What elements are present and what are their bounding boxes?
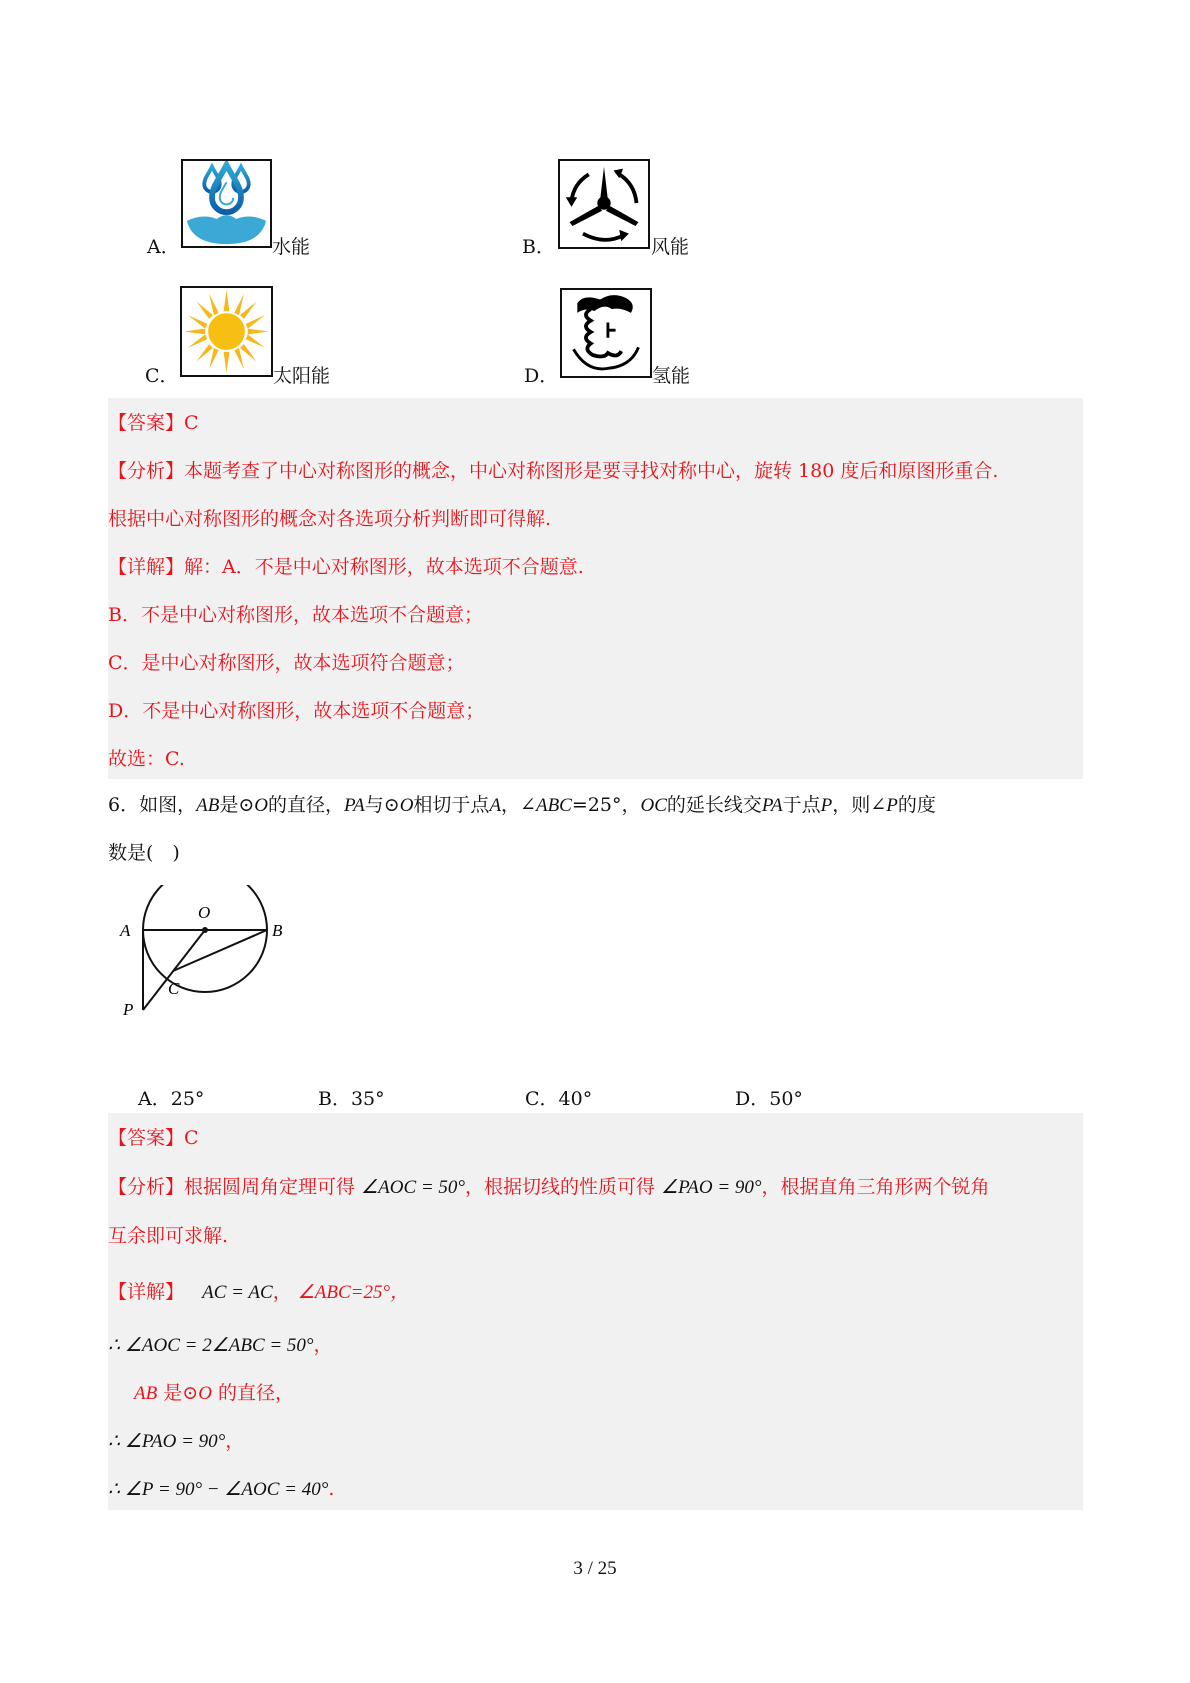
water-drop-icon: [181, 159, 272, 248]
q5-answer-line: [108, 411, 199, 435]
answer-value: C: [184, 1127, 199, 1149]
detail-text: 解：A．不是中心对称图形，故本选项不合题意.: [184, 556, 584, 578]
circle-geometry-figure: [110, 885, 290, 1045]
q6-option-b: B．35°: [318, 1088, 385, 1110]
q6-analysis-line-2: 互余即可求解.: [108, 1225, 229, 1247]
answer-value: C: [184, 412, 199, 434]
option-caption: 氢能: [652, 365, 691, 387]
option-caption: 太阳能: [273, 365, 331, 387]
answer-tag: 【答案】: [108, 1127, 185, 1149]
label-a: A: [120, 921, 131, 940]
q6-analysis-line-1: 【分析】根据圆周角定理可得 ∠AOC = 50°，根据切线的性质可得 ∠PAO = 90°，根据直角三角形两个锐角: [108, 1176, 990, 1198]
question-number: 6．: [108, 794, 140, 816]
option-caption: 风能: [651, 236, 690, 258]
page-number: 3 / 25: [573, 1558, 617, 1579]
q6-solution-box: [108, 1113, 1083, 1510]
q6-question-line-2: 数是( ): [108, 842, 180, 864]
q5-detail-line-4: D．不是中心对称图形，故本选项不合题意；: [108, 700, 485, 722]
option-letter: D．: [524, 365, 559, 387]
q5-detail-line-1: [108, 555, 584, 579]
option-letter: C．: [145, 365, 179, 387]
q6-step-2: AB 是⊙O 的直径，: [134, 1382, 294, 1404]
q5-analysis-line-1: [108, 459, 998, 483]
answer-tag: 【答案】: [108, 412, 185, 434]
q5-detail-line-2: B．不是中心对称图形，故本选项不合题意；: [108, 604, 483, 626]
label-o: O: [198, 903, 211, 922]
q6-step-1: ∴ ∠AOC = 2∠ABC = 50°，: [108, 1334, 333, 1356]
q5-detail-line-5: 故选：C.: [108, 748, 185, 770]
analysis-tag: 【分析】: [108, 460, 185, 482]
q6-answer-line: [108, 1126, 199, 1150]
q6-question-line-1: 6．如图，AB是⊙O的直径，PA与⊙O相切于点A，∠ABC=25°，OC的延长线交PA于点P，则∠P的度: [108, 794, 936, 816]
option-letter: A．: [147, 236, 180, 258]
analysis-tag: 【分析】: [108, 1176, 185, 1198]
q6-option-c: C．40°: [525, 1088, 593, 1110]
sun-icon: [180, 286, 273, 377]
q6-step-3: ∴ ∠PAO = 90°，: [108, 1430, 245, 1452]
q6-option-d: D．50°: [735, 1088, 803, 1110]
q6-detail-line-1: 【详解】 AC = AC， ∠ABC=25°，: [108, 1281, 410, 1303]
option-letter: B．: [522, 236, 555, 258]
q6-step-4: ∴ ∠P = 90° − ∠AOC = 40°.: [108, 1478, 335, 1500]
hydrogen-icon: [560, 288, 652, 378]
label-b: B: [272, 921, 283, 940]
q6-option-a: A．25°: [138, 1088, 205, 1110]
wind-turbine-icon: [558, 159, 650, 249]
analysis-text: 本题考查了中心对称图形的概念，中心对称图形是要寻找对称中心，旋转 180 度后和原图形重合.: [184, 460, 999, 482]
label-c: C: [168, 979, 180, 998]
label-p: P: [123, 1000, 134, 1019]
q5-detail-line-3: C．是中心对称图形，故本选项符合题意；: [108, 652, 465, 674]
q5-analysis-line-2: 根据中心对称图形的概念对各选项分析判断即可得解.: [108, 508, 552, 530]
detail-tag: 【详解】: [108, 1281, 185, 1303]
detail-tag: 【详解】: [108, 556, 185, 578]
option-caption: 水能: [272, 236, 311, 258]
